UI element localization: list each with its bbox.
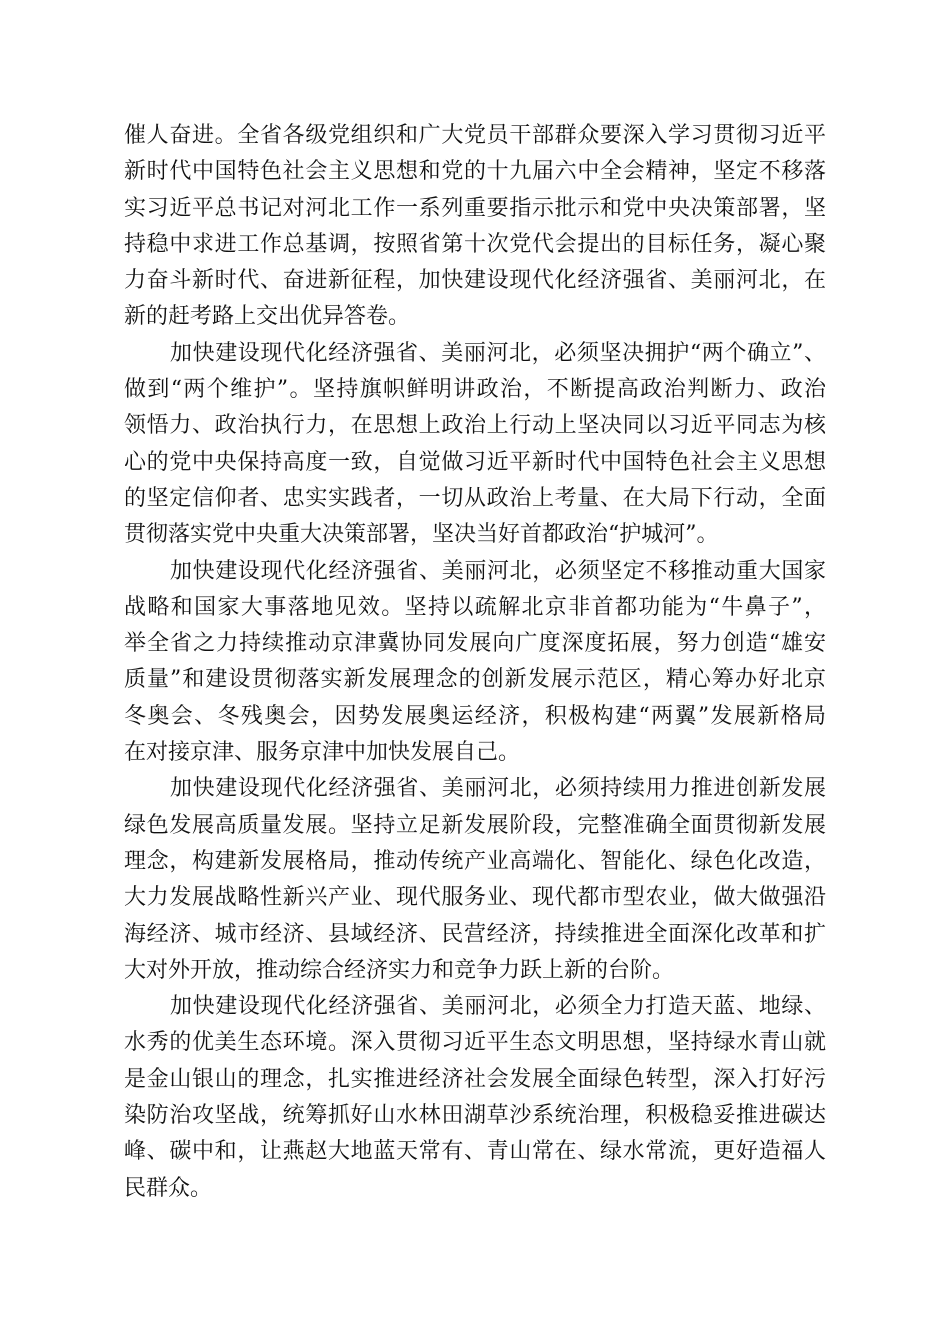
text-line: 大对外开放，推动综合经济实力和竞争力跃上新的台阶。	[124, 957, 675, 983]
text-line: 大力发展战略性新兴产业、现代服务业、现代都市型农业，做大做强沿	[124, 885, 826, 911]
text-line: 新的赶考路上交出优异答卷。	[124, 304, 411, 330]
paragraph-3	[124, 554, 826, 772]
text-line: 战略和国家大事落地见效。坚持以疏解北京非首都功能为“牛鼻子”，	[124, 594, 826, 620]
text-line: 质量”和建设贯彻落实新发展理念的创新发展示范区，精心筹办好北京	[124, 667, 826, 693]
text-line: 实习近平总书记对河北工作一系列重要指示批示和党中央决策部署，坚	[124, 195, 826, 221]
text-line: 加快建设现代化经济强省、美丽河北，必须全力打造天蓝、地绿、	[170, 994, 826, 1020]
text-line: 加快建设现代化经济强省、美丽河北，必须坚定不移推动重大国家	[170, 558, 826, 584]
text-line: 的坚定信仰者、忠实实践者，一切从政治上考量、在大局下行动，全面	[124, 485, 826, 511]
text-line: 催人奋进。全省各级党组织和广大党员干部群众要深入学习贯彻习近平	[124, 123, 826, 148]
text-line: 做到“两个维护”。坚持旗帜鲜明讲政治，不断提高政治判断力、政治	[124, 377, 826, 403]
text-line: 贯彻落实党中央重大决策部署，坚决当好首都政治“护城河”。	[124, 522, 719, 548]
paragraph-4	[124, 771, 826, 989]
text-line: 海经济、城市经济、县域经济、民营经济，持续推进全面深化改革和扩	[124, 921, 826, 947]
paragraph-5	[124, 989, 826, 1207]
text-line: 新时代中国特色社会主义思想和党的十九届六中全会精神，坚定不移落	[124, 159, 826, 185]
text-line: 水秀的优美生态环境。深入贯彻习近平生态文明思想，坚持绿水青山就	[124, 1030, 826, 1056]
text-line: 领悟力、政治执行力，在思想上政治上行动上坚决同以习近平同志为核	[124, 413, 826, 439]
text-line: 绿色发展高质量发展。坚持立足新发展阶段，完整准确全面贯彻新发展	[124, 812, 826, 838]
text-line: 加快建设现代化经济强省、美丽河北，必须坚决拥护“两个确立”、	[170, 340, 826, 366]
text-line: 冬奥会、冬残奥会，因势发展奥运经济，积极构建“两翼”发展新格局	[124, 703, 826, 729]
text-line: 染防治攻坚战，统筹抓好山水林田湖草沙系统治理，积极稳妥推进碳达	[124, 1103, 826, 1129]
text-line: 是金山银山的理念，扎实推进经济社会发展全面绿色转型，深入打好污	[124, 1066, 826, 1092]
text-line: 理念，构建新发展格局，推动传统产业高端化、智能化、绿色化改造，	[124, 848, 826, 874]
text-line: 心的党中央保持高度一致，自觉做习近平新时代中国特色社会主义思想	[124, 449, 826, 475]
text-line: 峰、碳中和，让燕赵大地蓝天常有、青山常在、绿水常流，更好造福人	[124, 1139, 826, 1165]
text-line: 在对接京津、服务京津中加快发展自己。	[124, 740, 521, 766]
paragraph-1	[124, 118, 826, 336]
paragraph-2	[124, 336, 826, 554]
document-body	[124, 118, 826, 1207]
text-line: 持稳中求进工作总基调，按照省第十次党代会提出的目标任务，凝心聚	[124, 231, 826, 257]
text-line: 加快建设现代化经济强省、美丽河北，必须持续用力推进创新发展	[170, 776, 826, 802]
text-line: 力奋斗新时代、奋进新征程，加快建设现代化经济强省、美丽河北，在	[124, 268, 826, 294]
text-line: 举全省之力持续推动京津冀协同发展向广度深度拓展，努力创造“雄安	[124, 631, 826, 657]
text-line: 民群众。	[124, 1175, 213, 1201]
